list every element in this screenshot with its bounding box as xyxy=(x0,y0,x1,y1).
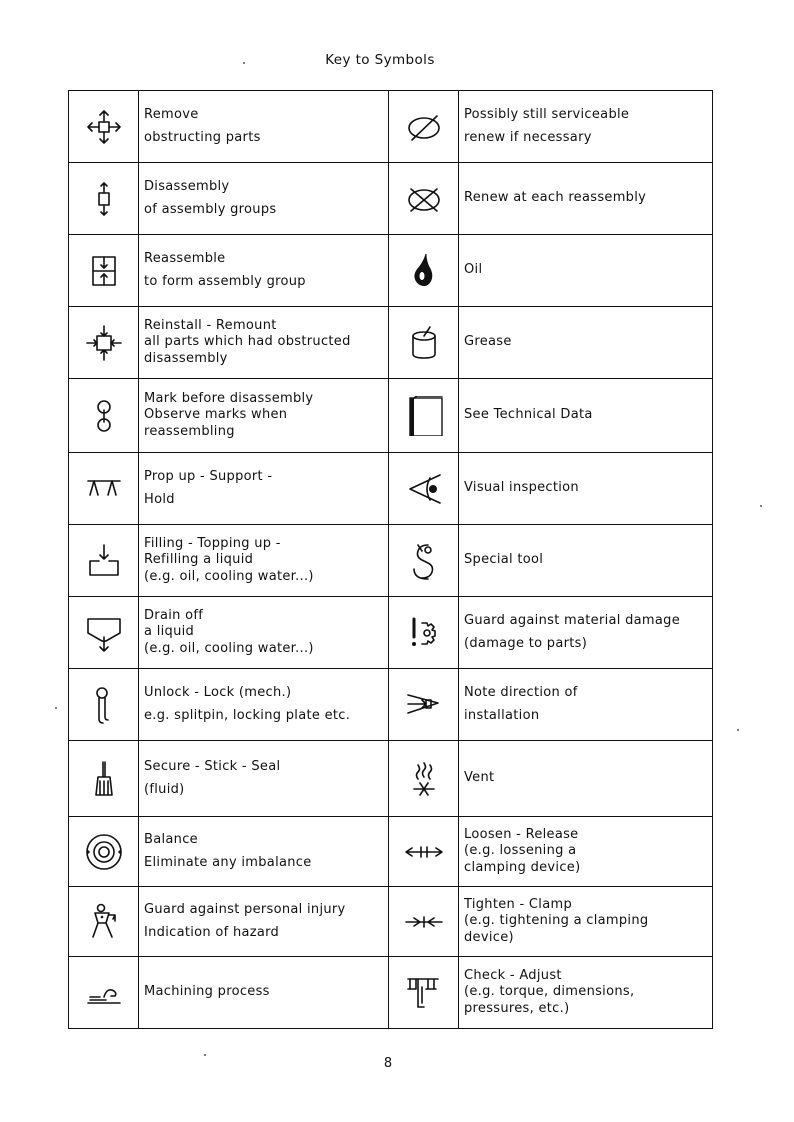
symbol-cell xyxy=(69,91,139,163)
description-cell xyxy=(459,887,713,957)
symbol-description xyxy=(144,469,388,509)
renew-icon xyxy=(389,179,458,219)
description-cell xyxy=(459,379,713,453)
symbol-cell xyxy=(389,453,459,525)
description-line: to form assembly group xyxy=(144,274,306,289)
symbol-cell xyxy=(389,669,459,741)
symbol-row xyxy=(69,235,713,307)
description-cell xyxy=(459,597,713,669)
loosen-arrows-icon xyxy=(389,832,458,872)
symbol-cell xyxy=(389,163,459,235)
machining-icon xyxy=(69,973,138,1013)
symbol-row xyxy=(69,817,713,887)
symbol-description xyxy=(464,407,712,424)
symbol-cell xyxy=(69,307,139,379)
symbol-description xyxy=(144,318,388,368)
symbol-row xyxy=(69,91,713,163)
description-line: Check - Adjust xyxy=(464,967,562,983)
symbol-cell xyxy=(69,887,139,957)
description-line: (e.g. lossening a xyxy=(464,843,577,859)
symbol-description xyxy=(464,897,712,947)
description-line: Guard against material damage xyxy=(464,612,681,628)
symbol-cell xyxy=(69,235,139,307)
symbol-row xyxy=(69,669,713,741)
serviceable-icon xyxy=(389,107,458,147)
symbol-cell xyxy=(69,957,139,1029)
description-line: Guard against personal injury xyxy=(144,901,346,917)
page-number: 8 xyxy=(383,1056,393,1071)
symbol-cell xyxy=(389,525,459,597)
symbol-cell xyxy=(69,741,139,817)
description-line: installation xyxy=(464,708,540,723)
symbol-description xyxy=(464,968,712,1018)
description-cell xyxy=(139,817,389,887)
description-line: Hold xyxy=(144,492,175,507)
symbol-description xyxy=(464,190,712,207)
description-line: Visual inspection xyxy=(464,480,579,496)
description-cell xyxy=(459,669,713,741)
description-line: Prop up - Support - xyxy=(144,468,273,484)
symbol-cell xyxy=(389,741,459,817)
description-line: Disassembly xyxy=(144,178,230,194)
symbol-description xyxy=(144,984,388,1001)
symbol-description xyxy=(144,685,388,725)
description-cell xyxy=(139,163,389,235)
description-line: Filling - Topping up - xyxy=(144,535,281,551)
vent-icon xyxy=(389,759,458,799)
description-line: Balance xyxy=(144,831,198,847)
brush-icon xyxy=(69,759,138,799)
description-line: (damage to parts) xyxy=(464,636,588,651)
symbol-row xyxy=(69,163,713,235)
description-line: Note direction of xyxy=(464,684,578,700)
description-cell xyxy=(459,163,713,235)
description-line: Renew at each reassembly xyxy=(464,190,647,206)
symbol-description xyxy=(144,107,388,147)
symbol-cell xyxy=(389,957,459,1029)
description-cell xyxy=(139,597,389,669)
description-line: device) xyxy=(464,929,514,945)
symbol-row xyxy=(69,379,713,453)
description-line: Loosen - Release xyxy=(464,826,579,842)
description-line: disassembly xyxy=(144,350,228,366)
symbol-description xyxy=(464,107,712,147)
description-line: Observe marks when xyxy=(144,407,288,423)
description-line: Machining process xyxy=(144,984,270,1000)
description-line: Drain off xyxy=(144,607,204,623)
description-line: (e.g. oil, cooling water...) xyxy=(144,640,314,656)
description-line: Mark before disassembly xyxy=(144,390,314,406)
description-line: Refilling a liquid xyxy=(144,552,254,568)
symbol-cell xyxy=(69,379,139,453)
description-line: (e.g. oil, cooling water...) xyxy=(144,568,314,584)
symbol-description xyxy=(464,613,712,653)
description-line: all parts which had obstructed xyxy=(144,334,351,350)
symbol-description xyxy=(464,262,712,279)
symbol-row xyxy=(69,741,713,817)
description-cell xyxy=(459,307,713,379)
description-line: Special tool xyxy=(464,552,544,568)
symbol-row xyxy=(69,453,713,525)
description-line: Secure - Stick - Seal xyxy=(144,758,281,774)
oil-drop-icon xyxy=(389,251,458,291)
symbol-row xyxy=(69,887,713,957)
description-cell xyxy=(459,957,713,1029)
symbol-description xyxy=(464,480,712,497)
symbol-description xyxy=(144,179,388,219)
description-line: pressures, etc.) xyxy=(464,1000,570,1016)
description-cell xyxy=(139,235,389,307)
page-title: Key to Symbols xyxy=(325,52,435,68)
description-cell xyxy=(139,957,389,1029)
filling-icon xyxy=(69,541,138,581)
remove-obstructing-icon xyxy=(69,107,138,147)
description-line: (e.g. tightening a clamping xyxy=(464,913,649,929)
symbol-description xyxy=(464,334,712,351)
scan-speck xyxy=(737,729,739,731)
symbol-cell xyxy=(389,379,459,453)
balance-icon xyxy=(69,832,138,872)
reinstall-icon xyxy=(69,323,138,363)
description-cell xyxy=(459,817,713,887)
description-line: e.g. splitpin, locking plate etc. xyxy=(144,708,351,723)
symbol-row xyxy=(69,957,713,1029)
symbol-cell xyxy=(389,597,459,669)
technical-data-book-icon xyxy=(389,396,458,436)
symbol-description xyxy=(144,536,388,586)
symbol-cell xyxy=(69,453,139,525)
description-line: renew if necessary xyxy=(464,130,592,145)
description-line: Possibly still serviceable xyxy=(464,106,630,122)
description-line: Eliminate any imbalance xyxy=(144,855,312,870)
description-line: Reassemble xyxy=(144,250,226,266)
description-cell xyxy=(459,91,713,163)
symbol-description xyxy=(144,391,388,441)
symbol-key-table xyxy=(68,90,713,1029)
symbol-cell xyxy=(389,235,459,307)
description-line: clamping device) xyxy=(464,859,581,875)
reassemble-icon xyxy=(69,251,138,291)
symbol-cell xyxy=(389,817,459,887)
description-cell xyxy=(139,525,389,597)
symbol-cell xyxy=(69,163,139,235)
scan-speck xyxy=(55,707,57,709)
symbol-row xyxy=(69,597,713,669)
symbol-cell xyxy=(69,525,139,597)
splitpin-icon xyxy=(69,685,138,725)
personal-injury-icon xyxy=(69,902,138,942)
symbol-cell xyxy=(389,887,459,957)
description-line: obstructing parts xyxy=(144,130,261,145)
material-damage-icon xyxy=(389,613,458,653)
scan-speck xyxy=(760,505,762,507)
description-line: (fluid) xyxy=(144,782,185,797)
symbol-row xyxy=(69,307,713,379)
description-line: Remove xyxy=(144,106,199,122)
symbol-cell xyxy=(69,817,139,887)
symbol-description xyxy=(144,251,388,291)
description-cell xyxy=(139,307,389,379)
description-cell xyxy=(459,741,713,817)
scan-speck xyxy=(204,1054,206,1056)
special-tool-icon xyxy=(389,541,458,581)
description-cell xyxy=(139,379,389,453)
description-cell xyxy=(139,887,389,957)
symbol-description xyxy=(144,902,388,942)
mark-icon xyxy=(69,396,138,436)
description-line: Grease xyxy=(464,334,512,350)
tighten-arrows-icon xyxy=(389,902,458,942)
symbol-cell xyxy=(69,669,139,741)
scan-speck xyxy=(243,62,245,64)
disassembly-icon xyxy=(69,179,138,219)
description-line: Reinstall - Remount xyxy=(144,317,277,333)
description-cell xyxy=(139,669,389,741)
description-cell xyxy=(139,741,389,817)
description-line: See Technical Data xyxy=(464,407,593,423)
eye-icon xyxy=(389,469,458,509)
description-line: Vent xyxy=(464,770,495,786)
symbol-description xyxy=(144,608,388,658)
description-line: Tighten - Clamp xyxy=(464,896,573,912)
description-cell xyxy=(459,525,713,597)
symbol-description xyxy=(144,759,388,799)
symbol-cell xyxy=(389,91,459,163)
description-cell xyxy=(459,235,713,307)
direction-icon xyxy=(389,685,458,725)
drain-icon xyxy=(69,613,138,653)
description-cell xyxy=(139,91,389,163)
symbol-description xyxy=(144,832,388,872)
symbol-cell xyxy=(389,307,459,379)
symbol-description xyxy=(464,552,712,569)
symbol-description xyxy=(464,770,712,787)
description-line: (e.g. torque, dimensions, xyxy=(464,984,635,1000)
description-cell xyxy=(139,453,389,525)
description-line: a liquid xyxy=(144,624,195,640)
description-line: reassembling xyxy=(144,423,235,439)
description-line: Indication of hazard xyxy=(144,925,280,940)
description-line: of assembly groups xyxy=(144,202,277,217)
symbol-row xyxy=(69,525,713,597)
symbol-description xyxy=(464,685,712,725)
description-line: Unlock - Lock (mech.) xyxy=(144,684,292,700)
description-line: Oil xyxy=(464,262,483,278)
symbol-description xyxy=(464,827,712,877)
symbol-cell xyxy=(69,597,139,669)
prop-support-icon xyxy=(69,469,138,509)
caliper-icon xyxy=(389,973,458,1013)
grease-icon xyxy=(389,323,458,363)
description-cell xyxy=(459,453,713,525)
